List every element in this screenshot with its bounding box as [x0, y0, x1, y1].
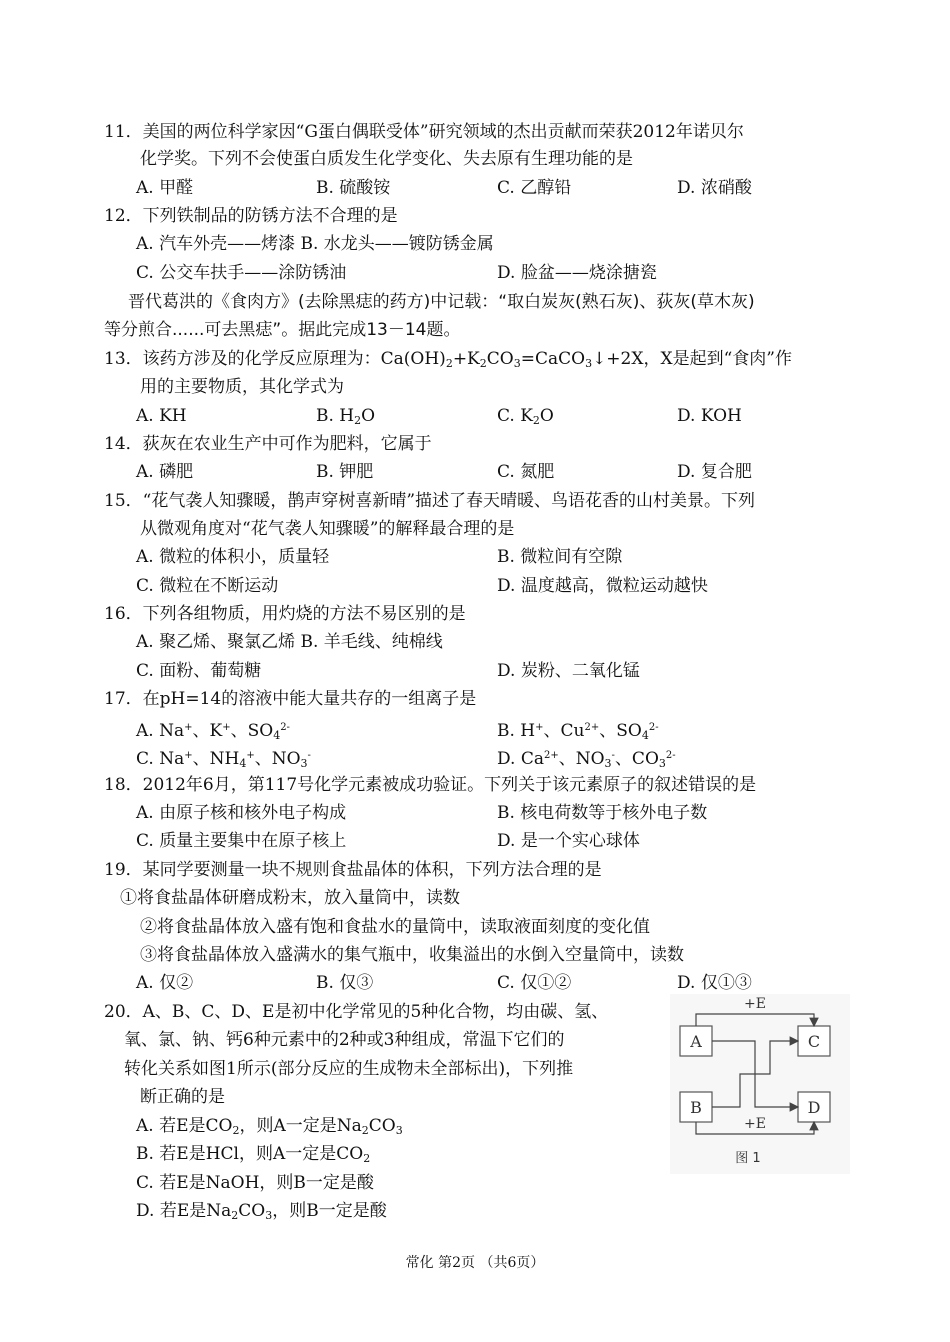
- q17-d-sup2: -: [611, 750, 615, 761]
- q13-c-o: O: [539, 406, 554, 426]
- q17-b-sup1: +: [535, 722, 544, 733]
- q20-option-a: [136, 1113, 403, 1144]
- q13-mid2: CO: [486, 349, 514, 369]
- q12-option-d: D. 脸盆——烧涂搪瓷: [497, 263, 657, 283]
- q17-c-nh: 、NH: [192, 749, 240, 769]
- q11-option-a: A. 甲醛: [136, 178, 194, 198]
- q15-stem-line1: 15．“花气袭人知骤暖，鹊声穿树喜新晴”描述了春天晴暖、鸟语花香的山村美景。下列: [104, 491, 756, 511]
- q13-sub-3b: 3: [585, 357, 593, 370]
- q17-a-na: A. Na: [136, 721, 185, 741]
- q13-option-b: [316, 403, 375, 434]
- q17-d-sup1: 2+: [543, 750, 559, 761]
- q17-a-sup3: 2-: [280, 722, 290, 733]
- q16-stem: 16．下列各组物质，用灼烧的方法不易区别的是: [104, 604, 466, 624]
- q13-stem-line2: 用的主要物质，其化学式为: [140, 377, 344, 397]
- intro-line2: 等分煎合......可去黑痣”。据此完成13－14题。: [104, 320, 461, 340]
- q12-option-c: C. 公交车扶手——涂防锈油: [136, 263, 347, 283]
- q17-c-sub2: 3: [300, 757, 308, 770]
- q19-option-a: A. 仅②: [136, 973, 194, 993]
- q17-b-sub: 4: [641, 729, 649, 742]
- q20-b-sub: 2: [363, 1152, 371, 1165]
- q17-a-so: 、SO: [230, 721, 274, 741]
- q20-a-sub3: 3: [395, 1124, 403, 1137]
- q20-option-d: [136, 1198, 387, 1229]
- q16-option-d: D. 炭粉、二氧化锰: [497, 661, 640, 681]
- q17-d-sub1: 3: [604, 757, 612, 770]
- q14-option-c: C. 氮肥: [497, 462, 555, 482]
- q13-c-sub: 2: [532, 414, 540, 427]
- q20-a-text2: ，则A一定是Na: [239, 1116, 362, 1136]
- q18-option-a: A. 由原子核和核外电子构成: [136, 803, 347, 823]
- q20-a-sub1: 2: [232, 1124, 240, 1137]
- q14-option-d: D. 复合肥: [677, 462, 752, 482]
- q13-sub: 2: [445, 357, 453, 370]
- q17-d-no: 、NO: [558, 749, 605, 769]
- q20-stem-line4: 断正确的是: [140, 1087, 225, 1107]
- q11-stem-line2: 化学奖。下列不会使蛋白质发生化学变化、失去原有生理功能的是: [140, 149, 633, 169]
- q18-option-b: B. 核电荷数等于核外电子数: [497, 803, 708, 823]
- q19-option-b: B. 仅③: [316, 973, 374, 993]
- q19-method-2: ②将食盐晶体放入盛有饱和食盐水的量筒中，读取液面刻度的变化值: [140, 917, 650, 937]
- q20-a-text: A. 若E是CO: [136, 1116, 233, 1136]
- q12-option-ab: A. 汽车外壳——烤漆 B. 水龙头——镀防锈金属: [136, 234, 494, 254]
- q13-b-text: B. H: [316, 406, 355, 426]
- q13-b-sub: 2: [354, 414, 362, 427]
- q13-option-d: D. KOH: [677, 406, 742, 426]
- q17-b-sup3: 2-: [648, 722, 659, 733]
- q20-a-sub2: 2: [361, 1124, 369, 1137]
- q20-stem-line1: 20．A、B、C、D、E是初中化学常见的5种化合物，均由碳、氢、: [104, 1002, 609, 1022]
- q17-d-sup3: 2-: [665, 750, 676, 761]
- q15-option-b: B. 微粒间有空隙: [497, 547, 623, 567]
- q20-a-text3: CO: [368, 1116, 396, 1136]
- q13-stem-line1: [104, 346, 792, 377]
- q20-d-text2: CO: [238, 1201, 266, 1221]
- figure-background: [670, 994, 850, 1174]
- q17-c-sub1: 4: [239, 757, 247, 770]
- q15-option-c: C. 微粒在不断运动: [136, 576, 279, 596]
- q11-option-d: D. 浓硝酸: [677, 178, 752, 198]
- q13-option-a: A. KH: [136, 406, 187, 426]
- q14-stem: 14．荻灰在农业生产中可作为肥料，它属于: [104, 434, 432, 454]
- q17-b-cu: 、Cu: [543, 721, 585, 741]
- q13-b-o: O: [361, 406, 376, 426]
- q20-b-text: B. 若E是HCl，则A一定是CO: [136, 1144, 364, 1164]
- label-c: C: [807, 1032, 821, 1051]
- q17-b-so: 、SO: [599, 721, 642, 741]
- q15-stem-line2: 从微观角度对“花气袭人知骤暖”的解释最合理的是: [140, 519, 515, 539]
- q13-tail: ↓+2X，X是起到“食肉”作: [592, 349, 792, 369]
- q17-a-sup1: +: [184, 722, 193, 733]
- q17-a-sub: 4: [273, 729, 281, 742]
- page-footer: 常化 第2页 （共6页）: [405, 1255, 545, 1271]
- q17-a-sup2: +: [222, 722, 231, 733]
- label-d: D: [807, 1098, 821, 1117]
- q17-a-k: 、K: [192, 721, 223, 741]
- q17-d-co: 、CO: [614, 749, 659, 769]
- q13-sub-3: 3: [513, 357, 521, 370]
- q20-option-b: [136, 1141, 370, 1172]
- q17-c-sup1: +: [184, 750, 193, 761]
- q13-option-c: [497, 403, 554, 434]
- label-a: A: [690, 1032, 702, 1051]
- q20-d-text: D. 若E是Na: [136, 1201, 232, 1221]
- q20-stem-line3: 转化关系如图1所示(部分反应的生成物未全部标出)，下列推: [124, 1059, 574, 1079]
- q20-d-sub1: 2: [231, 1209, 239, 1222]
- q17-b-sup2: 2+: [584, 722, 600, 733]
- q15-option-d: D. 温度越高，微粒运动越快: [497, 576, 708, 596]
- q20-d-text3: ，则B一定是酸: [272, 1201, 387, 1221]
- q14-option-b: B. 钾肥: [316, 462, 374, 482]
- q17-b-h: B. H: [497, 721, 536, 741]
- q14-option-a: A. 磷肥: [136, 462, 194, 482]
- q19-stem: 19．某同学要测量一块不规则食盐晶体的体积，下列方法合理的是: [104, 860, 602, 880]
- q19-option-c: C. 仅①②: [497, 973, 572, 993]
- q17-stem: 17．在pH=14的溶液中能大量共存的一组离子是: [104, 689, 477, 709]
- q18-option-d: D. 是一个实心球体: [497, 831, 640, 851]
- q20-stem-line2: 氧、氯、钠、钙6种元素中的2种或3种组成，常温下它们的: [124, 1030, 565, 1050]
- figure-caption: 图 1: [735, 1151, 761, 1166]
- q16-option-ab: A. 聚乙烯、聚氯乙烯 B. 羊毛线、纯棉线: [136, 632, 443, 652]
- top-e-label: +E: [744, 996, 766, 1012]
- bottom-e-label: +E: [744, 1116, 766, 1132]
- q13-sub-k: 2: [479, 357, 487, 370]
- q17-c-sup2: +: [246, 750, 255, 761]
- q19-method-3: ③将食盐晶体放入盛满水的集气瓶中，收集溢出的水倒入空量筒中，读数: [140, 945, 684, 965]
- q18-stem: 18．2012年6月，第117号化学元素被成功验证。下列关于该元素原子的叙述错误的是: [104, 775, 757, 795]
- q11-option-b: B. 硫酸铵: [316, 178, 391, 198]
- q16-option-c: C. 面粉、葡萄糖: [136, 661, 262, 681]
- q11-option-c: C. 乙醇铅: [497, 178, 572, 198]
- q17-c-na: C. Na: [136, 749, 185, 769]
- q12-stem: 12．下列铁制品的防锈方法不合理的是: [104, 206, 398, 226]
- q19-method-1: ①将食盐晶体研磨成粉末，放入量筒中，读数: [120, 888, 460, 908]
- q18-option-c: C. 质量主要集中在原子核上: [136, 831, 347, 851]
- q11-stem-line1: 11．美国的两位科学家因“G蛋白偶联受体”研究领域的杰出贡献而荣获2012年诺贝尔: [104, 122, 744, 142]
- q13-c-text: C. K: [497, 406, 533, 426]
- q13-mid1: +K: [452, 349, 480, 369]
- q20-d-sub2: 3: [265, 1209, 273, 1222]
- q17-d-sub2: 3: [658, 757, 666, 770]
- q13-mid3: =CaCO: [520, 349, 586, 369]
- q17-c-no: 、NO: [254, 749, 301, 769]
- q20-option-c: C. 若E是NaOH，则B一定是酸: [136, 1173, 374, 1193]
- q17-c-sup3: -: [307, 750, 311, 761]
- label-b: B: [690, 1098, 702, 1117]
- q19-option-d: D. 仅①③: [677, 973, 752, 993]
- q17-d-ca: D. Ca: [497, 749, 544, 769]
- intro-line1: 晋代葛洪的《食肉方》(去除黑痣的药方)中记载：“取白炭灰(熟石灰)、荻灰(草木灰): [128, 292, 755, 312]
- q13-prefix: 13．该药方涉及的化学反应原理为：Ca(OH): [104, 349, 446, 369]
- figure-1-diagram: [670, 994, 850, 1174]
- q15-option-a: A. 微粒的体积小，质量轻: [136, 547, 330, 567]
